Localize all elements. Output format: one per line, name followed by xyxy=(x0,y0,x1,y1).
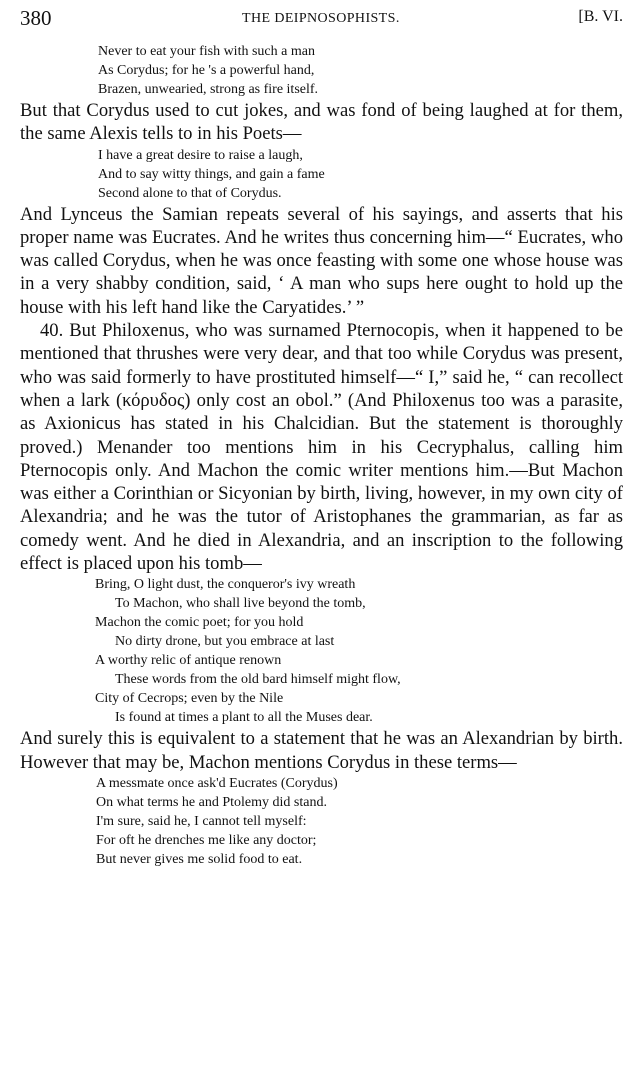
verse-line: Machon the comic poet; for you hold xyxy=(95,615,304,631)
verse-line: But never gives me solid food to eat. xyxy=(96,851,303,867)
book-reference: [B. VI. xyxy=(578,8,623,25)
page-number: 380 xyxy=(20,6,52,30)
verse-line: As Corydus; for he 's a powerful hand, xyxy=(98,63,315,78)
verse-line: A worthy relic of antique renown xyxy=(95,653,282,669)
verse-quotation xyxy=(20,774,623,869)
epitaph-verse xyxy=(20,575,623,727)
running-title: THE DEIPNOSOPHISTS. xyxy=(242,11,400,26)
verse-line: Brazen, unwearied, strong as fire itself. xyxy=(98,82,319,97)
verse-line: Second alone to that of Corydus. xyxy=(98,185,282,201)
verse-line: I'm sure, said he, I cannot tell myself: xyxy=(96,813,307,829)
verse-quotation xyxy=(20,42,623,99)
verse-line: And to say witty things, and gain a fame xyxy=(98,166,325,182)
verse-line: These words from the old bard himself might flow, xyxy=(115,672,401,688)
verse-line: To Machon, who shall live beyond the tomb, xyxy=(115,596,366,612)
page-header xyxy=(20,6,623,36)
verse-quotation xyxy=(20,146,623,203)
paragraph: And Lynceus the Samian repeats several of his sayings, and asserts that his proper name was Eucrates. And he writes thus concerning him—“ Eucrates, who was called Corydus, when he was once feasting with some one whose house was in a very shabby condition, said, ‘ A man who sups here ought to hold up the house with his left hand like the Caryatides.’ ” xyxy=(20,203,623,318)
verse-line: A messmate once ask'd Eucrates (Corydus) xyxy=(96,775,338,791)
paragraph: But that Corydus used to cut jokes, and was fond of being laughed at for them, the same Alexis tells to in his Poets— xyxy=(20,100,623,145)
page-body xyxy=(20,42,623,869)
verse-line: No dirty drone, but you embrace at last xyxy=(115,634,335,650)
verse-line: On what terms he and Ptolemy did stand. xyxy=(96,794,327,810)
verse-line: Never to eat your fish with such a man xyxy=(98,44,315,59)
verse-line: Is found at times a plant to all the Muses dear. xyxy=(115,710,373,726)
paragraph-section-40: 40. But Philoxenus, who was surnamed Pternocopis, when it happened to be mentioned that thrushes were very dear, and that too while Corydus was present, who was said formerly to have prostituted himself—“ I,” said he, “ can recollect when a lark (κόρυδος) only cost an obol.” (And Philoxenus too was a parasite, as Axionicus has stated in his Chalcidian. But the statement is thoroughly proved.) Menander too mentions him in his Cecryphalus, calling him Pternocopis only. And Machon the comic writer mentions him.—But Machon was either a Corinthian or Sicyonian by birth, living, however, in my own city of Alexandria; and he was the tutor of Aristophanes the grammarian, as far as comedy went. And he died in Alexandria, and an inscription to the following effect is placed upon his tomb— xyxy=(20,320,623,575)
paragraph: And surely this is equivalent to a statement that he was an Alexandrian by birth. However that may be, Machon mentions Corydus in these terms— xyxy=(20,728,623,773)
verse-line: For oft he drenches me like any doctor; xyxy=(96,832,317,848)
verse-line: Bring, O light dust, the conqueror's ivy wreath xyxy=(95,577,356,593)
verse-line: City of Cecrops; even by the Nile xyxy=(95,691,284,707)
verse-line: I have a great desire to raise a laugh, xyxy=(98,147,303,163)
